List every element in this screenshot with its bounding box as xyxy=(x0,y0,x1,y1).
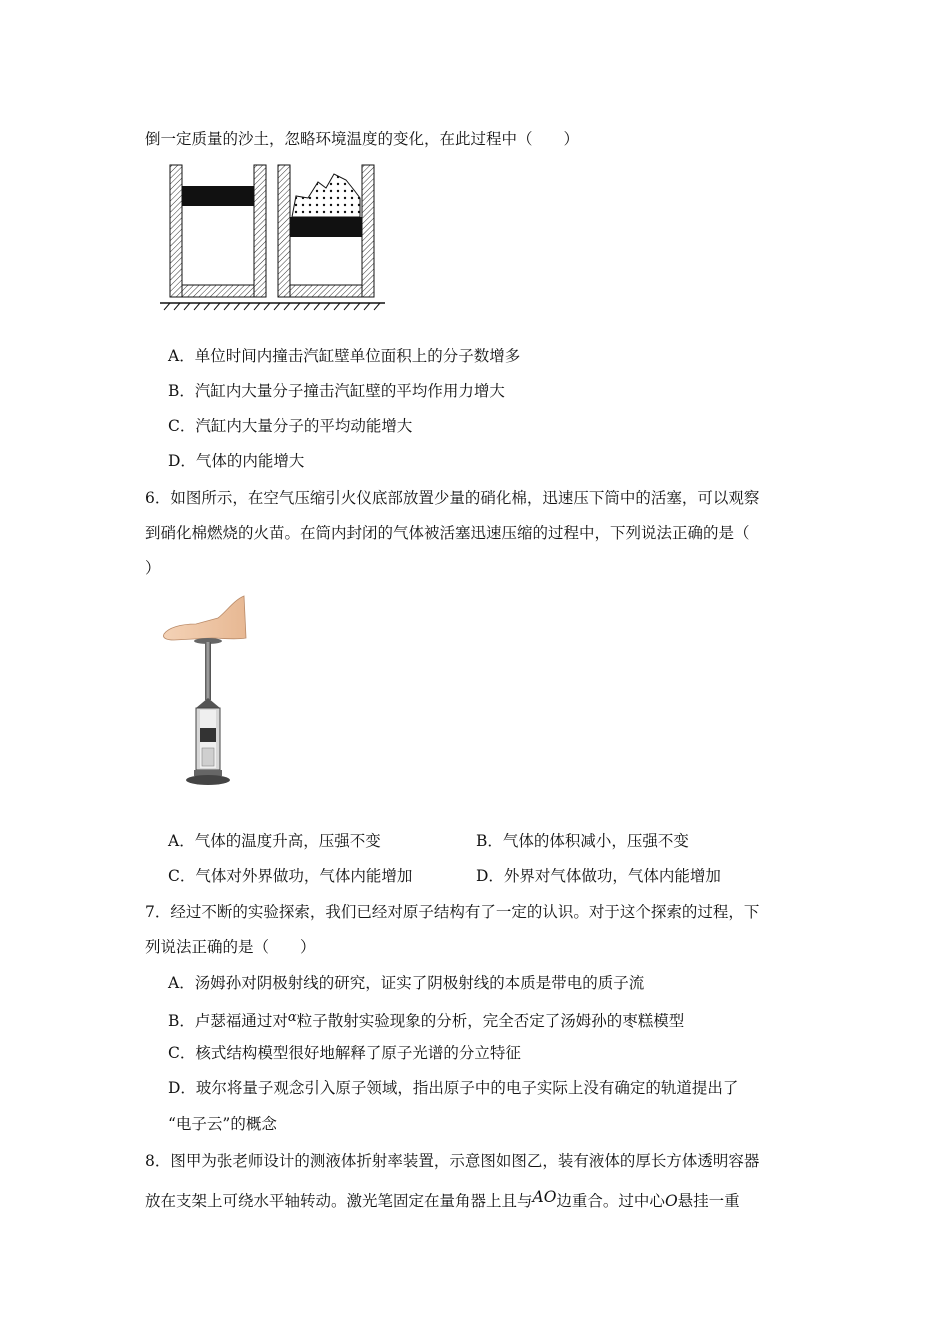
ao-symbol: AO xyxy=(532,1188,557,1206)
cylinder-diagram xyxy=(160,160,390,312)
q6-option-c: C．气体对外界做功，气体内能增加 xyxy=(168,867,413,885)
q8-stem-mid: 边重合。过中心 xyxy=(556,1192,665,1210)
q5-option-a: A．单位时间内撞击汽缸壁单位面积上的分子数增多 xyxy=(168,347,521,365)
q8-stem-line1: 8．图甲为张老师设计的测液体折射率装置，示意图如图乙，装有液体的厚长方体透明容器 xyxy=(145,1152,760,1170)
q8-stem-line2 xyxy=(145,1186,740,1212)
q7-option-b-post: 粒子散射实验现象的分析，完全否定了汤姆孙的枣糕模型 xyxy=(296,1012,685,1030)
q7-option-c: C．核式结构模型很好地解释了原子光谱的分立特征 xyxy=(168,1044,521,1062)
q6-option-a: A．气体的温度升高，压强不变 xyxy=(168,832,381,850)
q7-stem-line2: 列说法正确的是（ ） xyxy=(145,938,316,956)
q7-option-a: A．汤姆孙对阴极射线的研究，证实了阴极射线的本质是带电的质子流 xyxy=(168,974,645,992)
q7-option-b-pre: B．卢瑟福通过对 xyxy=(168,1012,288,1030)
q8-stem-pre: 放在支架上可绕水平轴转动。激光笔固定在量角器上且与 xyxy=(145,1192,533,1210)
q5-option-b: B．汽缸内大量分子撞击汽缸壁的平均作用力增大 xyxy=(168,382,505,400)
q7-stem-line1: 7．经过不断的实验探索，我们已经对原子结构有了一定的认识。对于这个探索的过程，下 xyxy=(145,903,760,921)
q6-option-b: B．气体的体积减小，压强不变 xyxy=(476,832,689,850)
right-cylinder xyxy=(278,165,374,297)
q6-stem-line1: 6．如图所示，在空气压缩引火仪底部放置少量的硝化棉，迅速压下筒中的活塞，可以观察 xyxy=(145,489,760,507)
q7-option-b xyxy=(168,1007,684,1032)
q8-stem-post: 悬挂一重 xyxy=(677,1192,740,1210)
q5-option-c: C．汽缸内大量分子的平均动能增大 xyxy=(168,417,413,435)
q6-option-d: D．外界对气体做功，气体内能增加 xyxy=(476,867,721,885)
alpha-symbol: α xyxy=(287,1010,297,1025)
q5-stem-tail: 倒一定质量的沙土，忽略环境温度的变化，在此过程中（ ） xyxy=(145,130,580,148)
q5-option-d: D．气体的内能增大 xyxy=(168,452,305,470)
o-symbol: O xyxy=(664,1192,678,1210)
hand-icon xyxy=(163,596,246,640)
q7-option-d-line1: D．玻尔将量子观念引入原子领域，指出原子中的电子实际上没有确定的轨道提出了 xyxy=(168,1079,739,1097)
left-cylinder xyxy=(170,165,266,297)
q6-stem-line3: ） xyxy=(145,559,161,577)
q7-option-d-line2: “电子云”的概念 xyxy=(168,1115,277,1133)
fire-syringe-illustration xyxy=(160,594,260,794)
q6-stem-line2: 到硝化棉燃烧的火苗。在筒内封闭的气体被活塞迅速压缩的过程中，下列说法正确的是（ xyxy=(145,524,750,542)
